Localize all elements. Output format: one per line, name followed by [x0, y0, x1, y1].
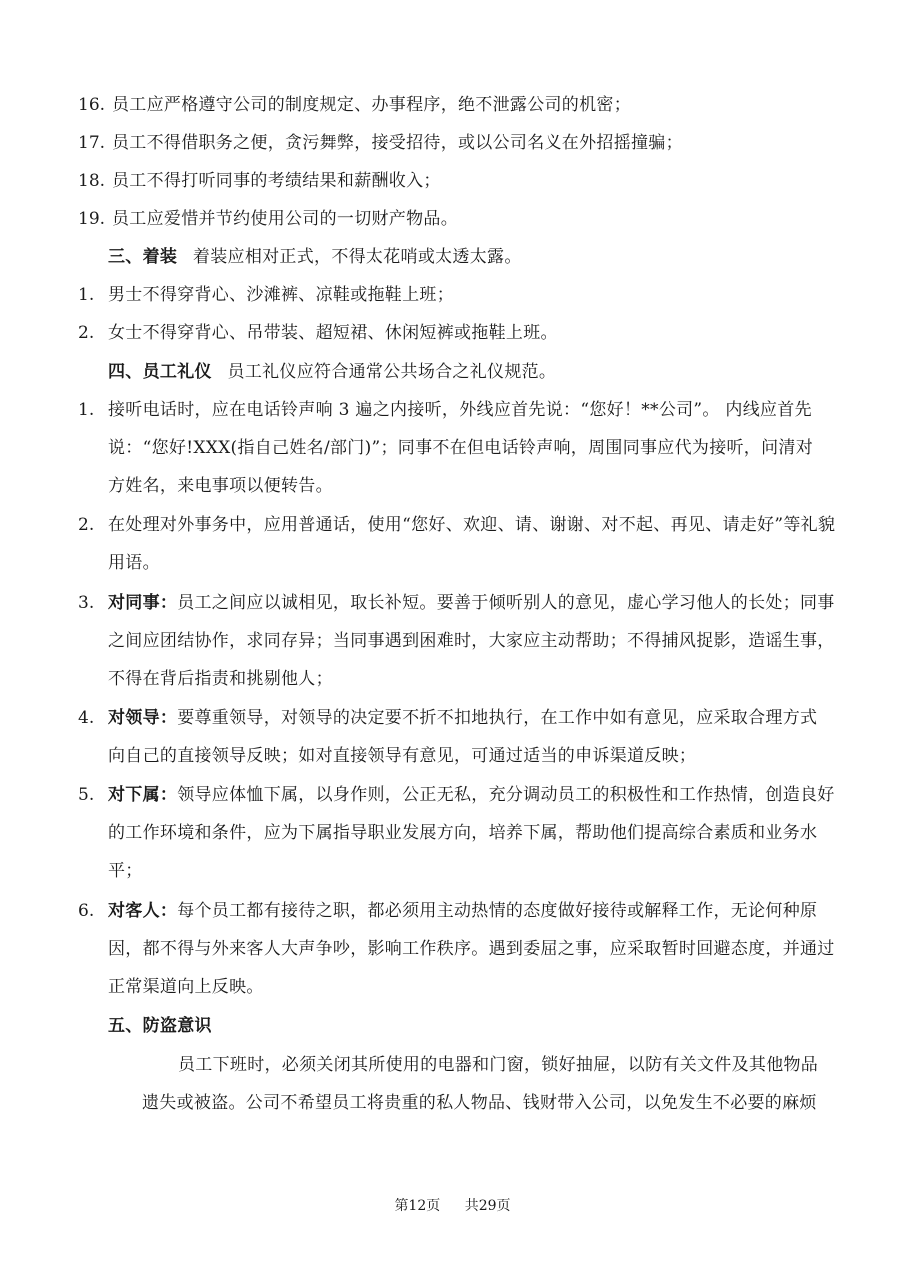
item-number: 4.: [78, 708, 95, 728]
paragraph-line: 遗失或被盗。公司不希望员工将贵重的私人物品、钱财带入公司，以免发生不必要的麻烦: [142, 1093, 817, 1113]
item-line: [108, 592, 835, 614]
item-line: 用语。: [108, 553, 160, 573]
item-line: 接听电话时，应在电话铃声响 3 遍之内接听，外线应首先说：“您好！**公司”。 内线应首先: [108, 400, 812, 420]
item-line: 向自己的直接领导反映；如对直接领导有意见，可通过适当的申诉渠道反映；: [108, 746, 697, 766]
rule-text: 员工应爱惜并节约使用公司的一切财产物品。: [112, 209, 458, 229]
item-line: 之间应团结协作，求同存异；当同事遇到困难时，大家应主动帮助；不得捕风捉影，造谣生事，: [108, 631, 835, 651]
page-number: 第12页: [394, 1198, 441, 1214]
item-number: 5.: [78, 785, 95, 805]
item-number: 2.: [78, 323, 95, 343]
section-intro: 员工礼仪应符合通常公共场合之礼仪规范。: [227, 362, 557, 382]
item-line: 在处理对外事务中，应用普通话，使用“您好、欢迎、请、谢谢、对不起、再见、请走好”等礼貌: [108, 515, 836, 535]
item-lead: 对领导：: [108, 708, 178, 728]
item-line-text: 每个员工都有接待之职，都必须用主动热情的态度做好接待或解释工作，无论何种原: [177, 901, 818, 921]
item-lead: 对下属：: [108, 785, 178, 805]
item-line: 说：“您好!XXX(指自己姓名/部门)”；同事不在但电话铃声响，周围同事应代为接听，问清对: [108, 438, 814, 458]
rule-text: 员工应严格遵守公司的制度规定、办事程序，绝不泄露公司的机密；: [112, 95, 631, 115]
item-text: 女士不得穿背心、吊带装、超短裙、休闲短裤或拖鞋上班。: [108, 323, 558, 343]
page-total: 共29页: [464, 1198, 511, 1214]
item-line-text: 要尊重领导，对领导的决定要不折不扣地执行，在工作中如有意见，应采取合理方式: [177, 708, 818, 728]
rule-number: 18.: [78, 171, 106, 191]
item-number: 6.: [78, 901, 95, 921]
item-line: 的工作环境和条件，应为下属指导职业发展方向，培养下属，帮助他们提高综合素质和业务水: [108, 823, 818, 843]
item-number: 1.: [78, 400, 95, 420]
item-number: 2.: [78, 515, 95, 535]
section-heading-dress: [108, 246, 522, 268]
item-line: 正常渠道向上反映。: [108, 977, 264, 997]
page-footer: [0, 1197, 905, 1215]
item-lead: 对同事：: [108, 593, 178, 613]
item-lead: 对客人：: [108, 901, 178, 921]
item-line: [108, 784, 835, 806]
rule-number: 17.: [78, 133, 106, 153]
section-title-anti-theft: 五、防盗意识: [108, 1016, 212, 1036]
item-number: 1.: [78, 285, 95, 305]
item-text: 男士不得穿背心、沙滩裤、凉鞋或拖鞋上班；: [108, 285, 454, 305]
item-line: 因，都不得与外来客人大声争吵，影响工作秩序。遇到委屈之事，应采取暂时回避态度，并通过: [108, 939, 835, 959]
section-title: 四、员工礼仪: [108, 362, 212, 382]
rule-text: 员工不得借职务之便，贪污舞弊，接受招待，或以公司名义在外招摇撞骗；: [112, 133, 683, 153]
item-line-text: 领导应体恤下属，以身作则，公正无私，充分调动员工的积极性和工作热情，创造良好: [177, 785, 835, 805]
rule-number: 16.: [78, 95, 106, 115]
item-line: 不得在背后指责和挑剔他人；: [108, 669, 333, 689]
rule-text: 员工不得打听同事的考绩结果和薪酬收入；: [112, 171, 441, 191]
section-title: 三、着装: [108, 247, 178, 267]
rule-number: 19.: [78, 209, 106, 229]
item-line: 方姓名，来电事项以便转告。: [108, 476, 333, 496]
section-intro: 着装应相对正式，不得太花哨或太透太露。: [192, 247, 522, 267]
section-heading-etiquette: [108, 361, 556, 383]
item-line: 平；: [108, 861, 143, 881]
item-line-text: 员工之间应以诚相见，取长补短。要善于倾听别人的意见，虚心学习他人的长处；同事: [177, 593, 835, 613]
item-line: [108, 707, 817, 729]
paragraph-line: 员工下班时，必须关闭其所使用的电器和门窗，锁好抽屉，以防有关文件及其他物品: [178, 1055, 819, 1075]
item-number: 3.: [78, 593, 95, 613]
item-line: [108, 900, 817, 922]
